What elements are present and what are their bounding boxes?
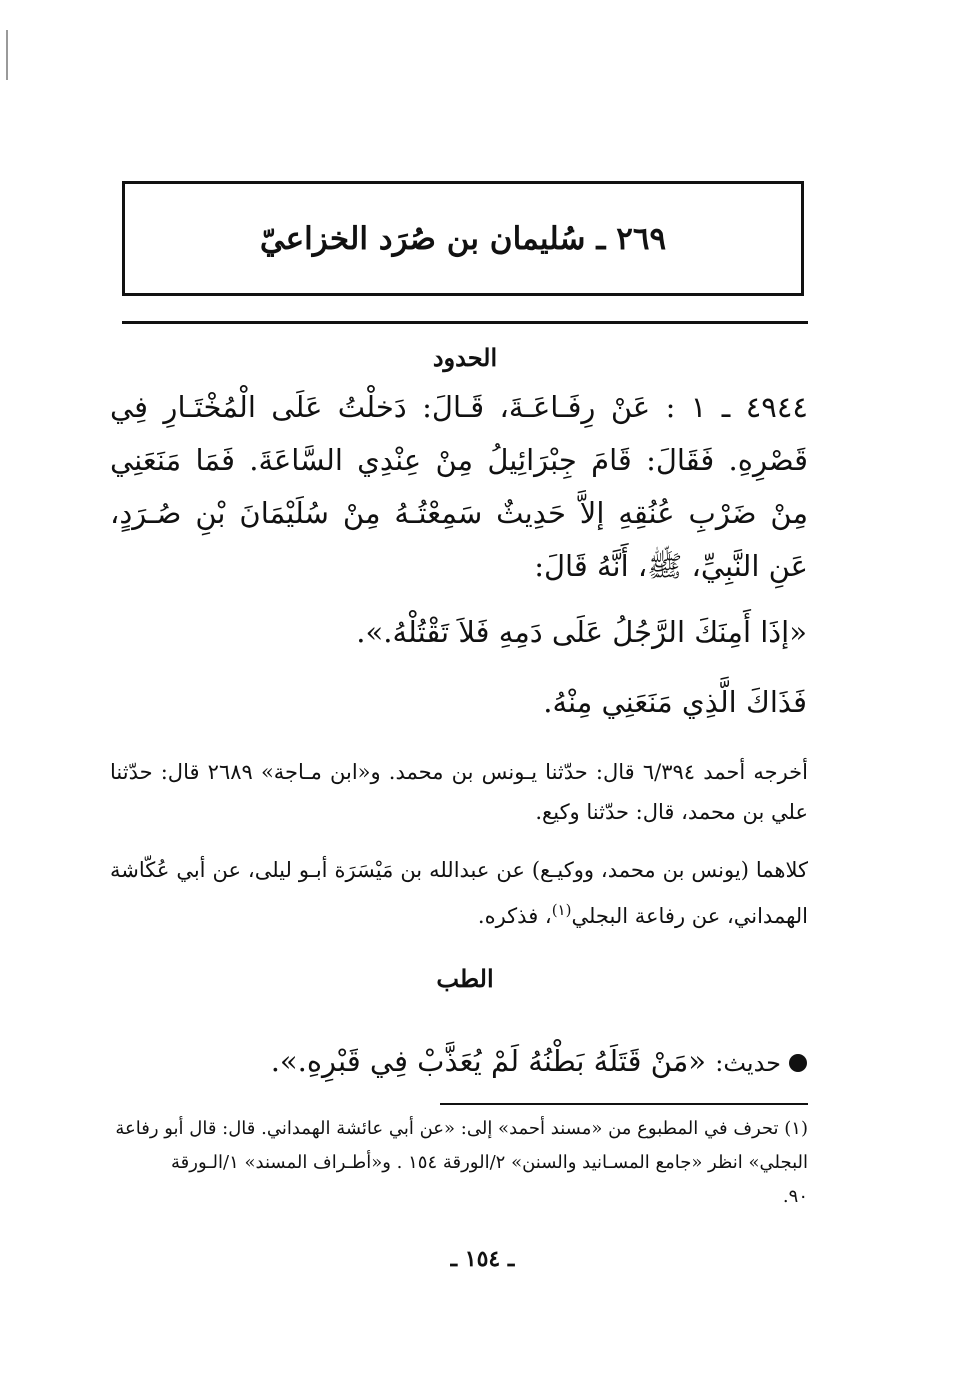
page-number: ـ ١٥٤ ـ [450, 1246, 515, 1272]
bullet-icon [789, 1054, 807, 1072]
chapter-title-box [122, 181, 804, 296]
section-heading-tibb: الطب [436, 964, 494, 993]
takhrij-paragraph-1: أخرجه أحمد ٦/٣٩٤ قال: حدّثنا يـونس بن محمد. و«ابن مـاجة» ٢٦٨٩ قال: حدّثنا علي بن محمد، قال: حدّثنا وكيع. [110, 760, 808, 824]
title-underline-rule [122, 321, 808, 324]
footnote-line-2: البجلي» انظر «جامع المسـانيد والسنن» ٢/الورقة ١٥٤ . و«أطـراف المسند» ١/الـورقة [171, 1152, 808, 1173]
takhrij-2-main: كلاهما (يونس بن محمد، ووكيـع) عن عبدالله بن مَيْسَرَة أبـو ليلى، عن أبي عُكّاشة الهمداني، عن رفاعة البجلي [110, 858, 808, 928]
hadith-conclusion: فَذَاكَ الَّذِي مَنَعَنِي مِنْهُ. [543, 685, 807, 719]
takhrij-paragraph-2 [110, 850, 808, 936]
tibb-hadith-line [271, 1035, 807, 1090]
takhrij-2-end: ، فذكره. [477, 904, 552, 928]
footnote-separator [440, 1103, 808, 1105]
section-heading-hudud: الحدود [432, 343, 498, 372]
hadith-4944-text: ٤٩٤٤ ـ ١ : عَنْ رِفَـاعَـةَ، قَـالَ: دَخلْتُ عَلَى الْمُخْتَـارِ فِي قَصْرِهِ. فَقَالَ: قَامَ جِبْرَائِيلُ مِنْ عِنْدِي السَّاعَةَ. فَمَا مَنَعَنِي مِنْ ضَرْبِ عُنُقِهِ إلاَّ حَدِيثٌ سَمِعْتُـهُ مِنْ سُلَيْمَانَ بْنِ صُـرَدٍ، عَنِ النَّبِيِّ، ﷺ، أَنَّهُ قَالَ: [110, 390, 808, 583]
scan-edge-mark [6, 30, 8, 80]
footnote-line-3: ٩٠. [782, 1186, 808, 1207]
footnote-line-1: (١) تحرف في المطبوع من «مسند أحمد» إلى: «عن أبي عائشة الهمداني. قال: قال أبو رفاعة [115, 1118, 808, 1139]
tibb-hadith-label: حديث: [715, 1049, 781, 1077]
tibb-hadith-text: «مَنْ قَتَلَهُ بَطْنُهُ لَمْ يُعَذَّبْ فِي قَبْرِهِ.». [270, 1044, 707, 1078]
chapter-title: ٢٦٩ ـ سُليمان بن صُرَد الخزاعيّ [259, 220, 667, 257]
footnote-reference: (١) [551, 901, 572, 919]
hadith-quote: «إذَا أَمِنَكَ الرَّجُلُ عَلَى دَمِهِ فَلاَ تَقْتُلْهُ.». [356, 615, 807, 649]
